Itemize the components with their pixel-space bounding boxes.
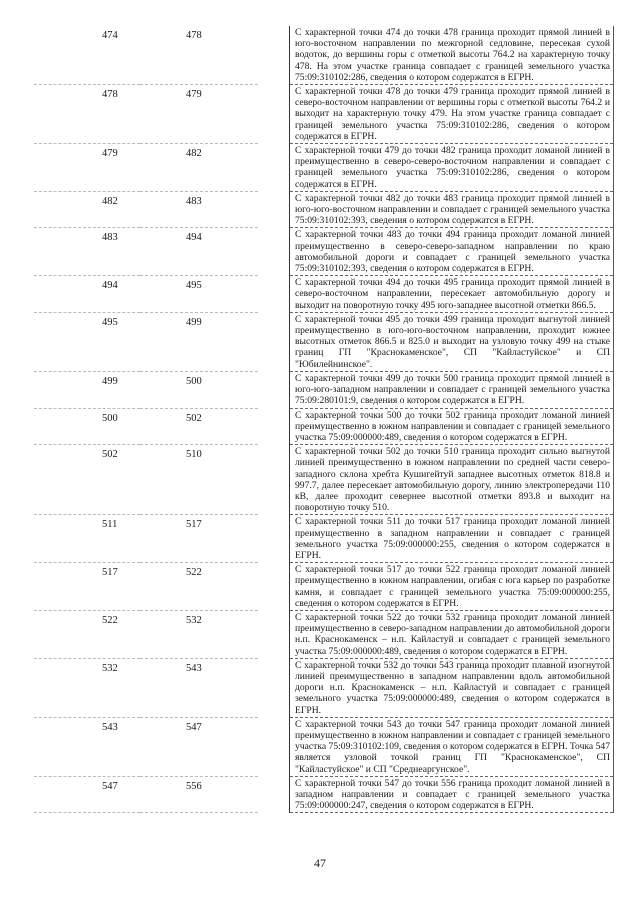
- table-row: [34, 191, 614, 228]
- boundary-description: С характерной точки 474 до точки 478 граница проходит прямой линией в юго-восточном направлении по межгорной седловине, пересекая сухой водоток, до вершины горы с отметкой высоты 764.2 на характерную точку 478. На этом участке граница совпадает с границей земельного участка 75:09:310102:286, сведения о котором содержатся в ЕГРН.: [290, 26, 614, 85]
- to-point-number: 502: [186, 412, 202, 424]
- to-point-number: 495: [186, 280, 202, 292]
- from-point-cell: [34, 610, 140, 658]
- spacer-cell: [258, 312, 290, 371]
- to-point-cell: [140, 776, 258, 813]
- table-row: [34, 144, 614, 192]
- to-point-cell: [140, 276, 258, 313]
- spacer-cell: [258, 445, 290, 515]
- to-point-cell: [140, 228, 258, 276]
- from-point-number: 517: [102, 567, 118, 579]
- from-point-number: 511: [102, 519, 118, 531]
- from-point-cell: [34, 228, 140, 276]
- from-point-cell: [34, 85, 140, 144]
- from-point-cell: [34, 658, 140, 717]
- from-point-number: 482: [102, 195, 118, 207]
- from-point-number: 547: [102, 780, 118, 792]
- to-point-number: 510: [186, 449, 202, 461]
- to-point-cell: [140, 610, 258, 658]
- table-row: [34, 610, 614, 658]
- boundary-description: С характерной точки 517 до точки 522 граница проходит ломаной линией преимущественно в южном направлении, огибая с юга карьер по разработке камня, и совпадает с границей земельного участка 75:09:000000:255, сведения о котором содержатся в ЕГРН.: [290, 563, 614, 611]
- from-point-number: 479: [102, 148, 118, 160]
- from-point-cell: [34, 563, 140, 611]
- table-row: [34, 408, 614, 445]
- spacer-cell: [258, 26, 290, 85]
- to-point-cell: [140, 658, 258, 717]
- table-row: [34, 563, 614, 611]
- spacer-cell: [258, 371, 290, 408]
- to-point-cell: [140, 85, 258, 144]
- spacer-cell: [258, 144, 290, 192]
- from-point-cell: [34, 144, 140, 192]
- spacer-cell: [258, 717, 290, 776]
- table-row: [34, 776, 614, 813]
- boundary-description: С характерной точки 543 до точки 547 граница проходит ломаной линией преимущественно в южном направлении и совпадает с границей земельного участка 75:09:310102:109, сведения о котором содержатся в ЕГРН. Точка 547 является узловой точкой границ ГП "Краснокаменское", СП "Кайластуйское" и СП "Среднеаргунское".: [290, 717, 614, 776]
- spacer-cell: [258, 563, 290, 611]
- from-point-number: 500: [102, 412, 118, 424]
- from-point-cell: [34, 312, 140, 371]
- from-point-cell: [34, 276, 140, 313]
- to-point-number: 478: [186, 30, 202, 41]
- table-row: [34, 445, 614, 515]
- table-row: [34, 371, 614, 408]
- from-point-cell: [34, 445, 140, 515]
- boundary-description: С характерной точки 532 до точки 543 граница проходит плавной изогнутой линией преимущественно в западном направлении вдоль автомобильной дороги н.п. Краснокаменск – н.п. Кайластуй и совпадает с границей земельного участка 75:09:000000:489, сведения о котором содержатся в ЕГРН.: [290, 658, 614, 717]
- to-point-cell: [140, 408, 258, 445]
- spacer-cell: [258, 191, 290, 228]
- from-point-number: 522: [102, 614, 118, 626]
- from-point-cell: [34, 191, 140, 228]
- table-row: [34, 276, 614, 313]
- boundary-description: С характерной точки 483 до точки 494 граница проходит ломаной линией преимущественно в северо-северо-западном направлении по краю автомобильной дороги и совпадает с границей земельного участка 75:09:310102:393, сведения о котором содержатся в ЕГРН.: [290, 228, 614, 276]
- spacer-cell: [258, 610, 290, 658]
- boundary-description: С характерной точки 494 до точки 495 граница проходит прямой линией в северо-восточном направлении, пересекает автомобильную дорогу и выходит на поворотную точку 495 юго-западнее высотной отметки 866.5.: [290, 276, 614, 313]
- to-point-cell: [140, 563, 258, 611]
- to-point-number: 517: [186, 519, 202, 531]
- to-point-number: 500: [186, 375, 202, 387]
- to-point-number: 522: [186, 567, 202, 579]
- from-point-number: 478: [102, 89, 118, 101]
- from-point-cell: [34, 408, 140, 445]
- spacer-cell: [258, 776, 290, 813]
- to-point-cell: [140, 515, 258, 563]
- spacer-cell: [258, 85, 290, 144]
- spacer-cell: [258, 658, 290, 717]
- to-point-cell: [140, 445, 258, 515]
- table-row: [34, 658, 614, 717]
- spacer-cell: [258, 408, 290, 445]
- boundary-description: С характерной точки 502 до точки 510 граница проходит сильно выгнутой линией преимущественно в южном направлении по средней части северо-западного склона хребта Кушигейтуй западнее высотных отметок 818.8 и 997.7, далее пересекает автомобильную дорогу, линию электропередачи 110 кВ, далее проходит севернее высотной отметки 893.8 и выходит на поворотную точку 510.: [290, 445, 614, 515]
- boundary-description: С характерной точки 522 до точки 532 граница проходит ломаной линией преимущественно в северо-западном направлении до автомобильной дороги н.п. Краснокаменск – н.п. Кайластуй и совпадает с границей земельного участка 75:09:000000:489, сведения о котором содержатся в ЕГРН.: [290, 610, 614, 658]
- table-row: [34, 717, 614, 776]
- from-point-number: 495: [102, 316, 118, 328]
- spacer-cell: [258, 228, 290, 276]
- to-point-number: 556: [186, 780, 202, 792]
- from-point-number: 532: [102, 662, 118, 674]
- to-point-number: 543: [186, 662, 202, 674]
- boundary-description: С характерной точки 511 до точки 517 граница проходит ломаной линией преимущественно в западном направлении и совпадает с границей земельного участка 75:09:000000:255, сведения о котором содержатся в ЕГРН.: [290, 515, 614, 563]
- to-point-cell: [140, 191, 258, 228]
- from-point-number: 543: [102, 721, 118, 733]
- to-point-number: 482: [186, 148, 202, 160]
- from-point-number: 483: [102, 232, 118, 244]
- spacer-cell: [258, 515, 290, 563]
- boundary-description: С характерной точки 499 до точки 500 граница проходит прямой линией в юго-юго-западном направлении и совпадает с границей земельного участка 75:09:280101:9, сведения о котором содержатся в ЕГРН.: [290, 371, 614, 408]
- from-point-number: 499: [102, 375, 118, 387]
- table-body: [34, 26, 614, 813]
- boundary-description: С характерной точки 479 до точки 482 граница проходит ломаной линией в преимущественно в северо-северо-восточном направлении и совпадает с границей земельного участка 75:09:310102:286, сведения о котором содержатся в ЕГРН.: [290, 144, 614, 192]
- to-point-number: 499: [186, 316, 202, 328]
- from-point-number: 474: [102, 30, 118, 41]
- to-point-number: 532: [186, 614, 202, 626]
- to-point-number: 483: [186, 195, 202, 207]
- to-point-number: 547: [186, 721, 202, 733]
- boundary-description-table: [34, 26, 614, 813]
- boundary-description: С характерной точки 478 до точки 479 граница проходит прямой линией в северо-восточном направлении от вершины горы с отметкой высоты 764.2 и выходит на характерную точку 479. На этом участке граница совпадает с границей земельного участка 75:09:310102:286, сведения о котором содержатся в ЕГРН.: [290, 85, 614, 144]
- boundary-description: С характерной точки 547 до точки 556 граница проходит ломаной линией в западном направлении и совпадает с границей земельного участка 75:09:000000:247, сведения о котором содержатся в ЕГРН.: [290, 776, 614, 813]
- from-point-cell: [34, 776, 140, 813]
- from-point-number: 494: [102, 280, 118, 292]
- table-row: [34, 515, 614, 563]
- boundary-description: С характерной точки 482 до точки 483 граница проходит прямой линией в юго-юго-восточном направлении и совпадает с границей земельного участка 75:09:310102:393, сведения о котором содержатся в ЕГРН.: [290, 191, 614, 228]
- from-point-cell: [34, 717, 140, 776]
- to-point-cell: [140, 717, 258, 776]
- table-row: [34, 228, 614, 276]
- table-row: [34, 85, 614, 144]
- to-point-cell: [140, 144, 258, 192]
- from-point-cell: [34, 26, 140, 85]
- to-point-number: 479: [186, 89, 202, 101]
- to-point-number: 494: [186, 232, 202, 244]
- boundary-description: С характерной точки 495 до точки 499 граница проходит выгнутой линией преимущественно в юго-юго-восточном направлении, проходит южнее высотных отметок 866.5 и 825.0 и выходит на узловую точку 499 на стыке границ ГП "Краснокаменское", СП "Кайластуйское" и СП "Юбилейнинское".: [290, 312, 614, 371]
- to-point-cell: [140, 312, 258, 371]
- boundary-description: С характерной точки 500 до точки 502 граница проходит ломаной линией преимущественно в южном направлении и совпадает с границей земельного участка 75:09:000000:489, сведения о котором содержатся в ЕГРН.: [290, 408, 614, 445]
- table-row: [34, 26, 614, 85]
- to-point-cell: [140, 26, 258, 85]
- spacer-cell: [258, 276, 290, 313]
- from-point-cell: [34, 515, 140, 563]
- from-point-cell: [34, 371, 140, 408]
- page-number: 47: [314, 856, 326, 870]
- from-point-number: 502: [102, 449, 118, 461]
- table-row: [34, 312, 614, 371]
- to-point-cell: [140, 371, 258, 408]
